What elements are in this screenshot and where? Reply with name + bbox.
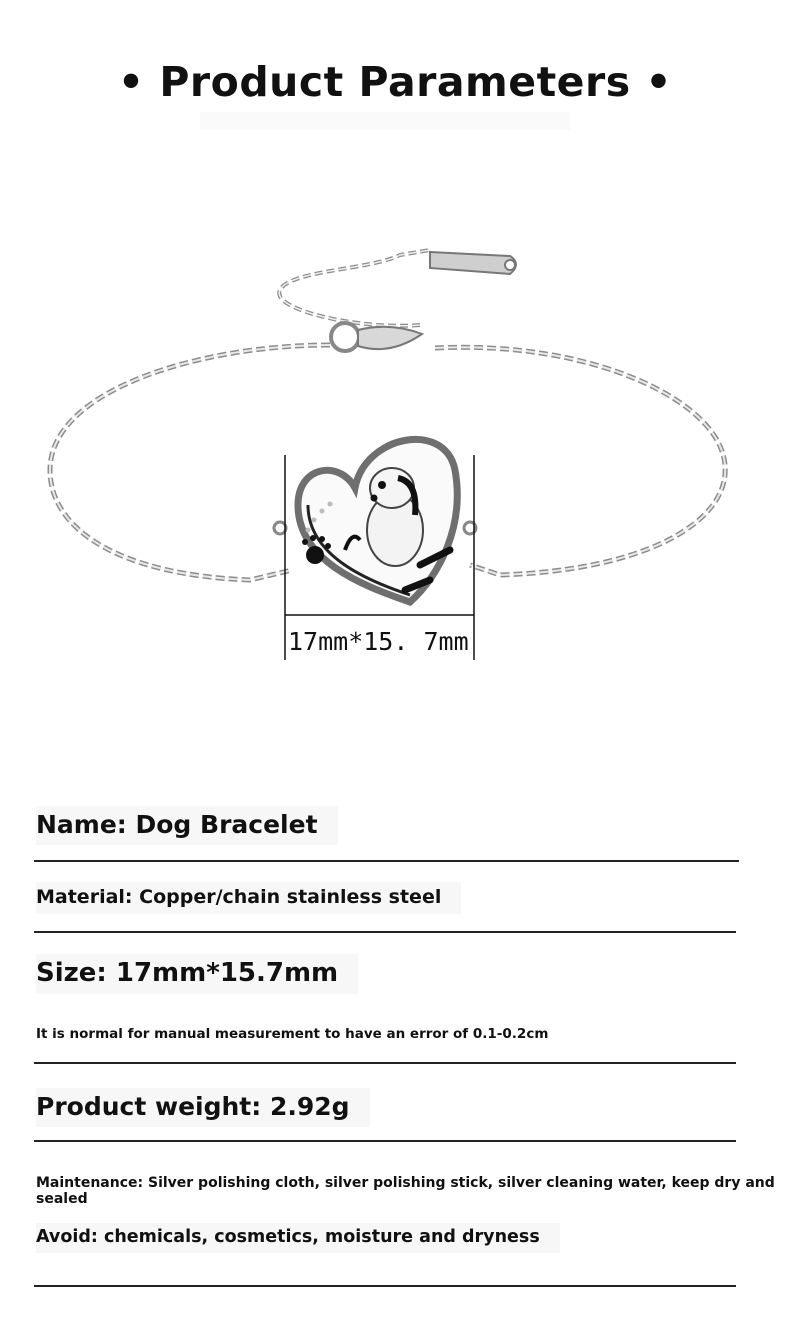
param-name: Name: Dog Bracelet <box>36 810 338 839</box>
divider <box>34 1140 736 1142</box>
divider <box>34 931 736 933</box>
page-title: • Product Parameters • <box>117 58 673 106</box>
bracelet-image <box>30 230 760 670</box>
divider <box>34 1285 736 1287</box>
divider <box>34 860 739 862</box>
divider <box>34 1062 736 1064</box>
param-material: Material: Copper/chain stainless steel <box>36 886 461 908</box>
param-maintenance: Maintenance: Silver polishing cloth, silver polishing stick, silver cleaning water, keep dry and sealed <box>36 1175 775 1207</box>
extender-tag <box>430 252 516 274</box>
param-avoid: Avoid: chemicals, cosmetics, moisture and dryness <box>36 1227 560 1247</box>
title-highlight <box>200 112 570 130</box>
param-size: Size: 17mm*15.7mm <box>36 958 358 988</box>
param-size-note: It is normal for manual measurement to have an error of 0.1-0.2cm <box>36 1026 549 1042</box>
param-weight: Product weight: 2.92g <box>36 1092 370 1121</box>
heart-dog-pendant <box>274 439 476 602</box>
dimension-label: 17mm*15. 7mm <box>288 627 469 656</box>
lobster-clasp <box>331 323 422 351</box>
